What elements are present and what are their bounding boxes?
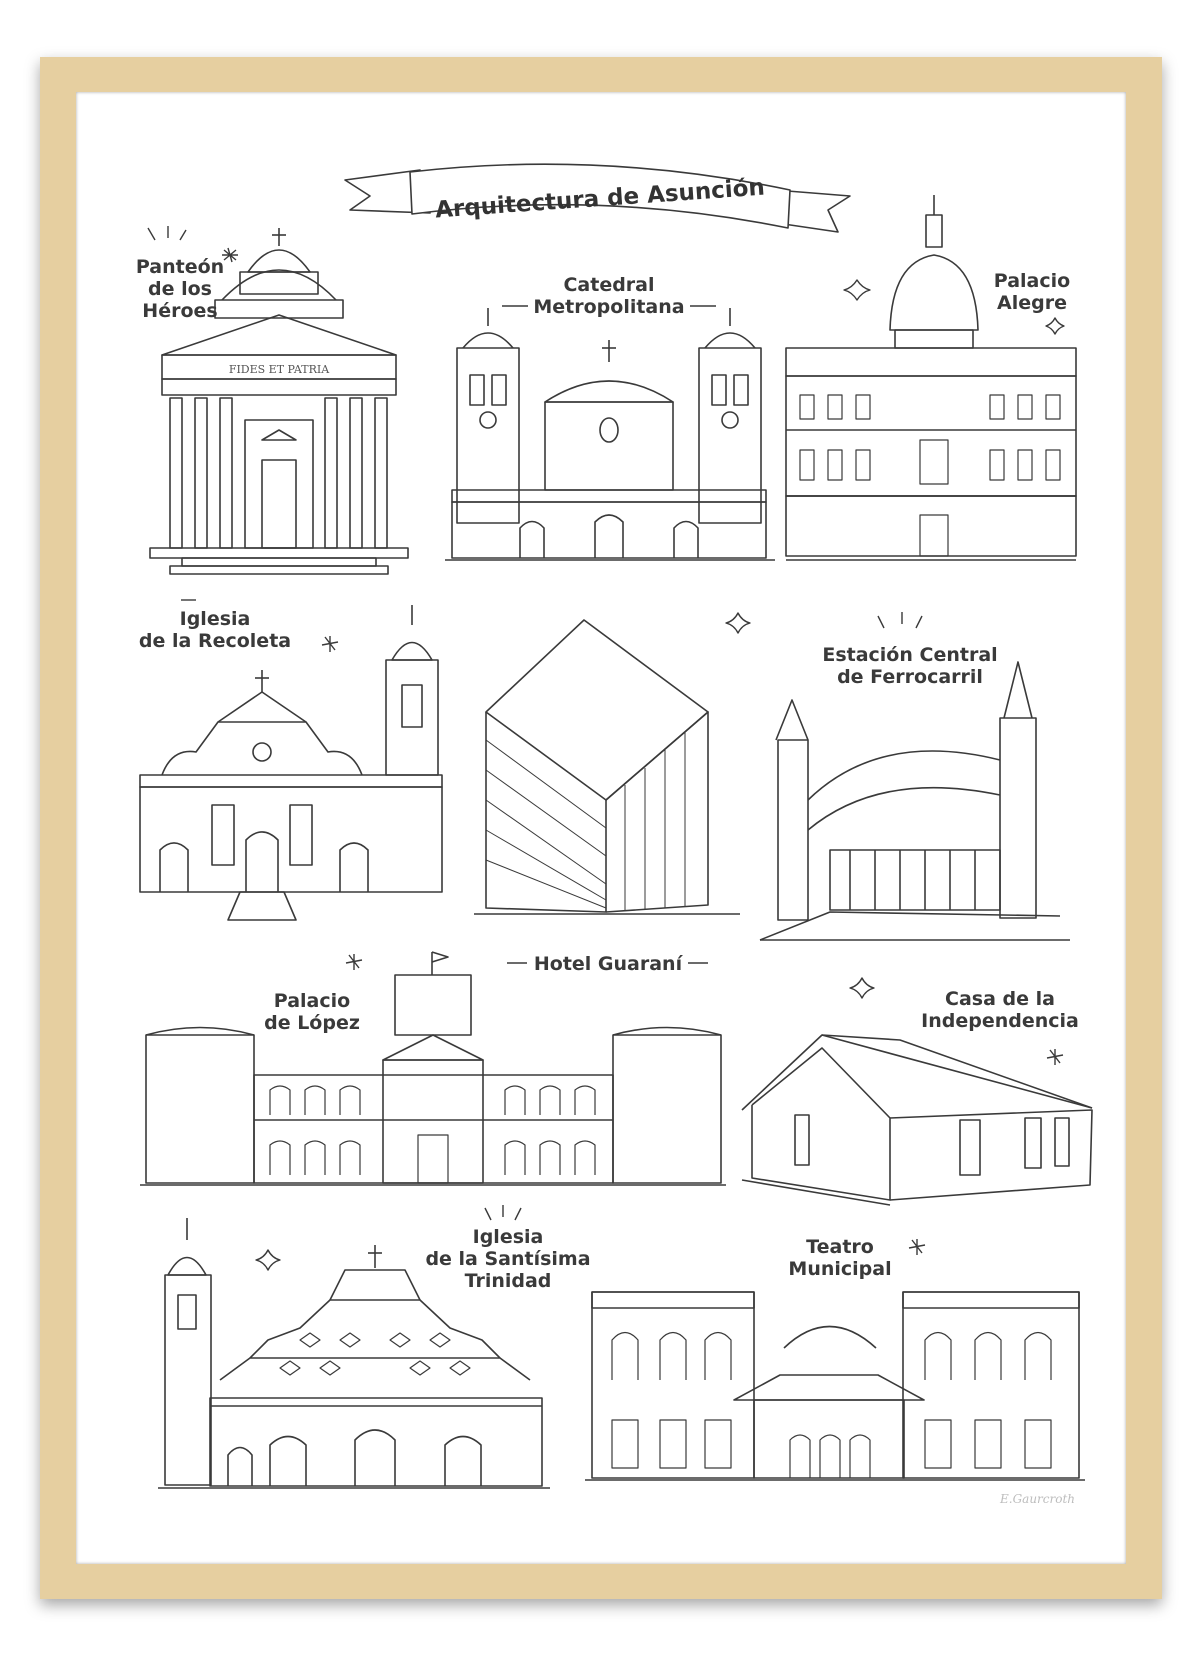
iglesia-recoleta-drawing [140,605,442,920]
label-hotel-guarani: Hotel Guaraní [533,953,683,975]
label-teatro: Teatro Municipal [788,1236,892,1280]
palacio-de-lopez-drawing [140,952,726,1185]
artist-signature: E.Gaurcroth [1000,1492,1076,1506]
label-palacio-alegre: Palacio Alegre [993,270,1071,314]
teatro-municipal-drawing [585,1292,1085,1480]
label-rules [502,306,716,963]
catedral-metropolitana-drawing [445,308,775,560]
panteon-inscription: FIDES ET PATRIA [228,363,330,376]
label-panteon: Panteón de los Héroes [135,256,225,322]
poster-title: Arquitectura de Asunción [434,174,766,224]
decorative-sparkles [148,226,1064,1270]
label-palacio-lopez: Palacio de López [264,990,360,1034]
hotel-guarani-drawing [474,620,740,914]
label-recoleta: Iglesia de la Recoleta [138,608,292,652]
label-trinidad: Iglesia de la Santísima Trinidad [425,1226,591,1292]
label-catedral: Catedral Metropolitana [533,274,685,318]
estacion-central-drawing [760,662,1070,940]
casa-independencia-drawing [742,1035,1092,1205]
label-estacion: Estación Central de Ferrocarril [822,644,998,688]
label-casa-independencia: Casa de la Independencia [921,988,1079,1032]
palacio-alegre-drawing [786,195,1076,560]
